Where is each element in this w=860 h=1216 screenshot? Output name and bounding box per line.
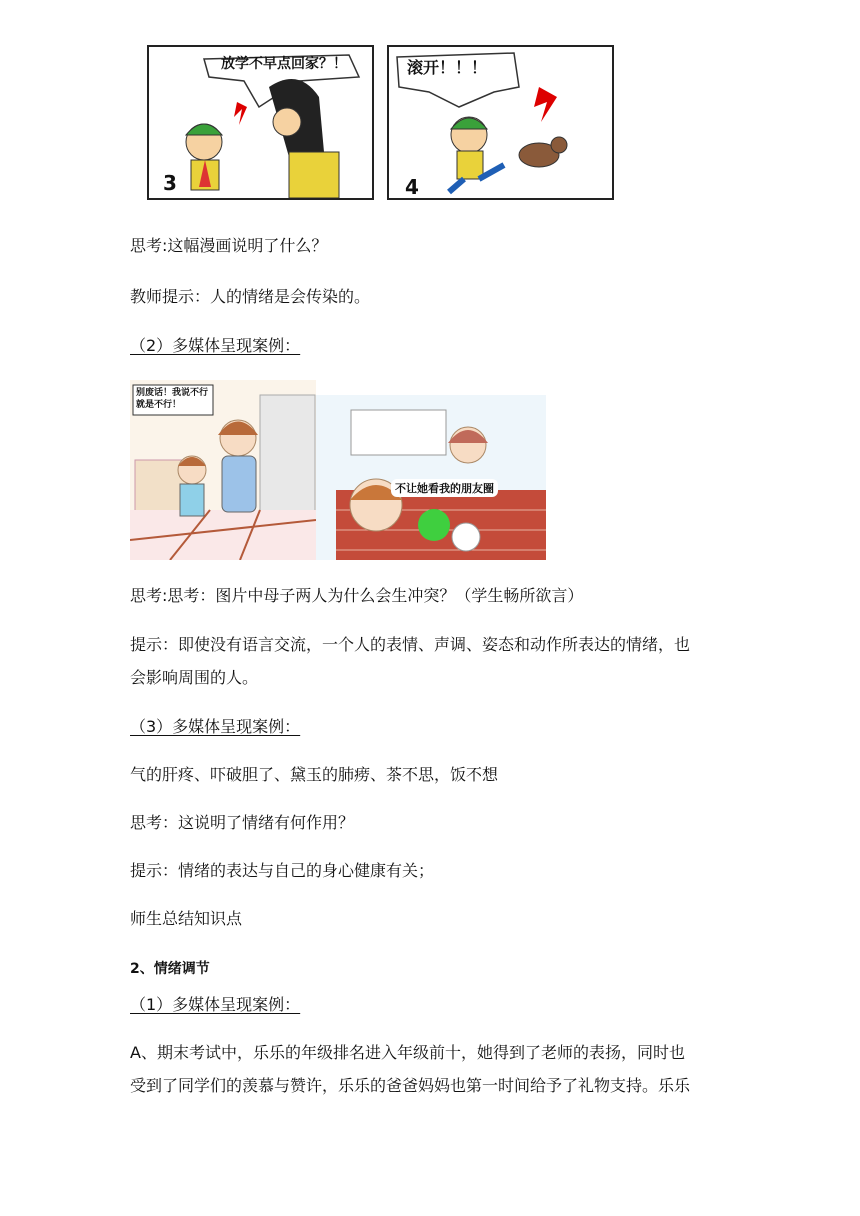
case-heading-1b: （1）多媒体呈现案例： — [130, 995, 301, 1014]
summary-line: 师生总结知识点 — [130, 909, 243, 928]
left-speech-bubble: 别废话！我说不行就是不行！ — [136, 388, 209, 410]
hint-line-2b: 会影响周围的人。 — [130, 668, 259, 687]
panel4-speech: 滚开！！！ — [407, 58, 488, 77]
panel3-number: 3 — [163, 171, 177, 195]
case-heading-3: （3）多媒体呈现案例： — [130, 717, 301, 736]
illustration-wechat-wall — [316, 395, 546, 560]
paragraph-a-line-2: 受到了同学们的羡慕与赞许，乐乐的爸爸妈妈也第一时间给予了礼物支持。乐乐 — [130, 1076, 691, 1095]
hint-line-3: 提示：情绪的表达与自己的身心健康有关； — [130, 861, 435, 880]
hint-line-1: 教师提示：人的情绪是会传染的。 — [130, 287, 371, 306]
section-heading-2: 2、情绪调节 — [130, 961, 210, 977]
right-banner: 不让她看我的朋友圈 — [391, 479, 498, 497]
think-line-2: 思考:思考：图片中母子两人为什么会生冲突？（学生畅所欲言） — [130, 586, 584, 605]
comic-panel-3 — [147, 45, 374, 200]
hint-line-2a: 提示：即使没有语言交流，一个人的表情、声调、姿态和动作所表达的情绪，也 — [130, 635, 691, 654]
case-heading-2: （2）多媒体呈现案例： — [130, 336, 301, 355]
idioms-line: 气的肝疼、吓破胆了、黛玉的肺痨、茶不思，饭不想 — [130, 765, 499, 784]
comic-panel-4 — [387, 45, 614, 200]
wechat-wall-illustration — [316, 395, 546, 560]
paragraph-a-line-1: A、期末考试中，乐乐的年级排名进入年级前十，她得到了老师的表扬，同时也 — [130, 1043, 685, 1062]
panel3-speech: 放学不早点回家？！ — [221, 56, 347, 72]
think-line-3: 思考：这说明了情绪有何作用？ — [130, 813, 355, 832]
illustration-mother-child — [130, 380, 316, 560]
panel4-number: 4 — [405, 175, 419, 199]
think-line-1: 思考:这幅漫画说明了什么？ — [130, 236, 328, 255]
